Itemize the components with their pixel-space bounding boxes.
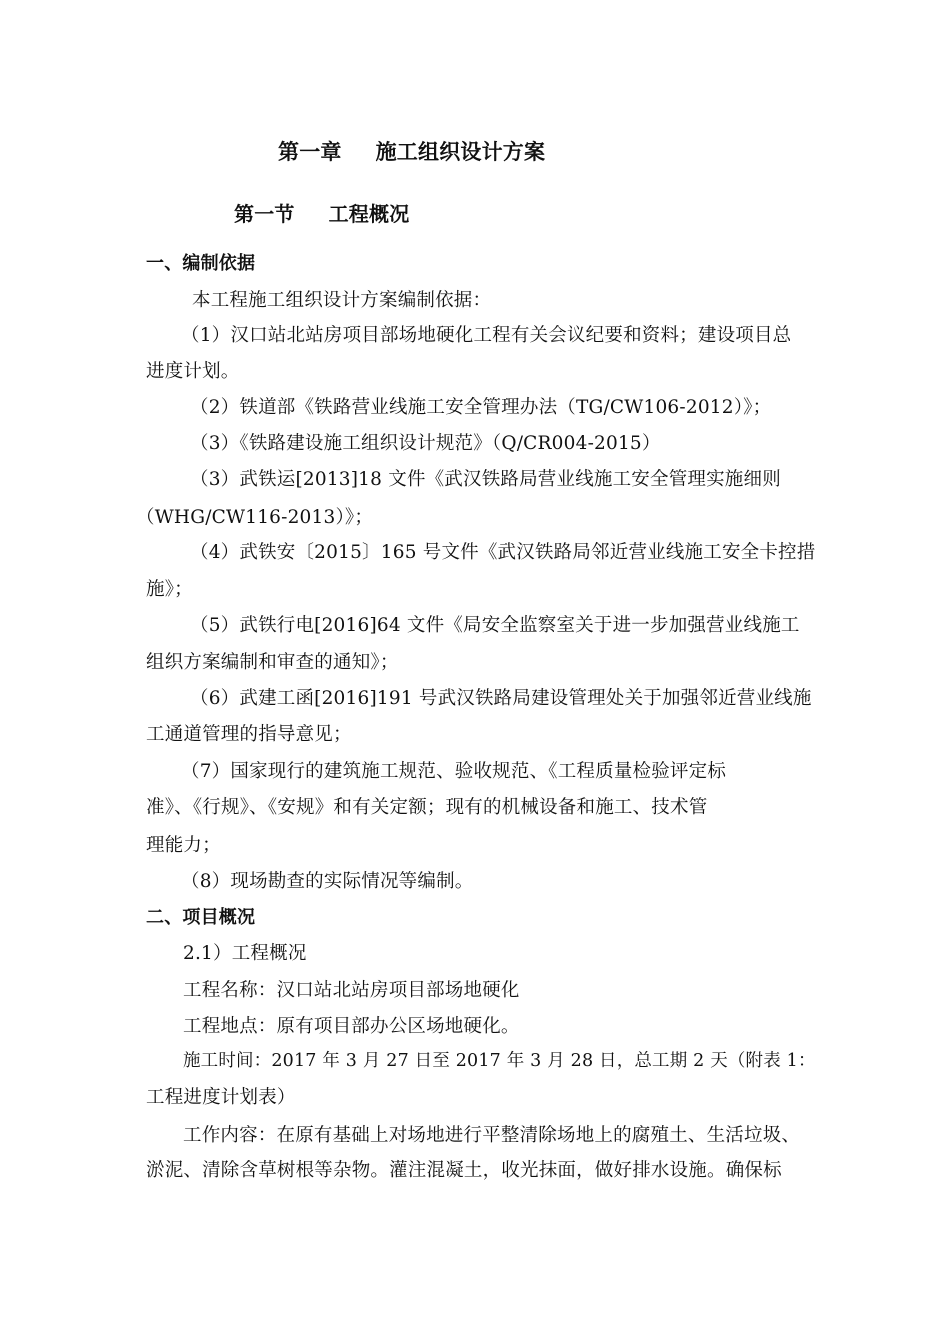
- overview-line: 2.1）工程概况: [183, 943, 307, 964]
- chapter-title: 施工组织设计方案: [375, 140, 546, 164]
- overview-line: 工作内容：在原有基础上对场地进行平整清除场地上的腐殖土、生活垃圾、: [183, 1125, 801, 1146]
- overview-line: 工程进度计划表）: [146, 1087, 296, 1108]
- part1-heading: 一、编制依据: [146, 253, 256, 274]
- basis-line: 组织方案编制和审查的通知》；: [146, 652, 399, 673]
- basis-line: 准》、《行规》、《安规》和有关定额；现有的机械设备和施工、技术管: [146, 797, 708, 818]
- section-number: 第一节: [234, 202, 295, 226]
- basis-line: 工通道管理的指导意见；: [146, 724, 352, 745]
- overview-line: 施工时间：2017 年 3 月 27 日至 2017 年 3 月 28 日，总工期 2 天（附表 1：: [183, 1051, 816, 1071]
- basis-line: 施》；: [146, 579, 193, 600]
- overview-line: 淤泥、清除含草树根等杂物。灌注混凝土，收光抹面，做好排水设施。确保标: [146, 1160, 782, 1181]
- basis-line: （3）《铁路建设施工组织设计规范》（Q/CR004-2015）: [190, 433, 661, 454]
- basis-line: （1）汉口站北站房项目部场地硬化工程有关会议纪要和资料；建设项目总: [181, 325, 792, 346]
- basis-line: 理能力；: [146, 835, 221, 856]
- basis-line: （7）国家现行的建筑施工规范、验收规范、《工程质量检验评定标: [181, 761, 727, 782]
- part1-intro: 本工程施工组织设计方案编制依据：: [192, 290, 492, 311]
- basis-line: （4）武铁安〔2015〕165 号文件《武汉铁路局邻近营业线施工安全卡控措: [190, 542, 816, 563]
- overview-line: 工程名称：汉口站北站房项目部场地硬化: [183, 980, 520, 1001]
- basis-line: （3）武铁运[2013]18 文件《武汉铁路局营业线施工安全管理实施细则: [190, 469, 781, 490]
- basis-line: 进度计划。: [146, 361, 240, 382]
- overview-line: 工程地点：原有项目部办公区场地硬化。: [183, 1016, 520, 1037]
- part2-heading: 二、项目概况: [146, 907, 256, 928]
- basis-line: （6）武建工函[2016]191 号武汉铁路局建设管理处关于加强邻近营业线施: [190, 688, 812, 709]
- section-title: 工程概况: [328, 202, 410, 226]
- section-heading: [234, 200, 409, 228]
- basis-line: （WHG/CW116-2013）》；: [136, 507, 374, 528]
- chapter-heading: [278, 138, 545, 166]
- chapter-number: 第一章: [278, 140, 342, 164]
- basis-line: （5）武铁行电[2016]64 文件《局安全监察室关于进一步加强营业线施工: [190, 615, 800, 636]
- basis-line: （8）现场勘查的实际情况等编制。: [181, 871, 474, 892]
- basis-line: （2）铁道部《铁路营业线施工安全管理办法（TG/CW106-2012）》；: [190, 397, 772, 418]
